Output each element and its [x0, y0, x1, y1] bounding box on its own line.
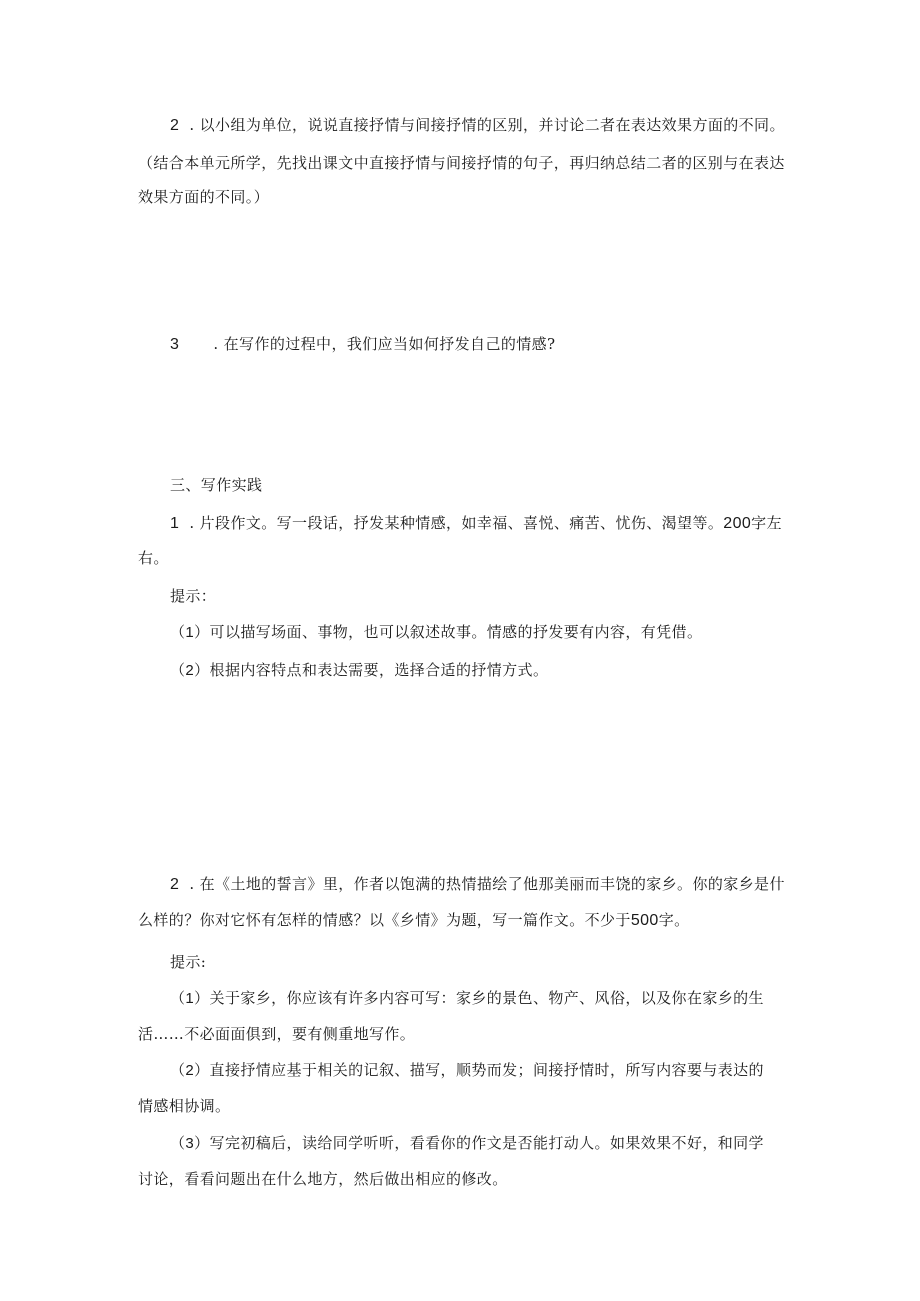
- task2-hint-label: 提示:: [170, 953, 207, 971]
- task1-hint1: [170, 622, 702, 643]
- q2-number: 2: [170, 117, 180, 134]
- task1-line1: [170, 513, 782, 534]
- q3-text: . 在写作的过程中，我们应当如何抒发自己的情感?: [213, 335, 556, 353]
- task2-hint1-text: 关于家乡，你应该有许多内容可写：家乡的景色、物产、风俗，以及你在家乡的生: [209, 989, 764, 1007]
- task2-hint2-line2: 情感相协调。: [138, 1097, 231, 1115]
- q3-number: 3: [170, 336, 180, 353]
- task2-hint3-number: （3）: [170, 1135, 210, 1152]
- section-heading: 三、写作实践: [170, 476, 263, 494]
- task1-word-count: 200: [723, 515, 752, 532]
- q2-line2: （结合本单元所学，先找出课文中直接抒情与间接抒情的句子，再归纳总结二者的区别与在表达: [138, 154, 785, 172]
- task2-hint1-line2: 活……不必面面俱到，要有侧重地写作。: [138, 1025, 416, 1043]
- task2-line2: [138, 910, 690, 931]
- task1-hint2-number: （2）: [170, 662, 210, 679]
- q2-line1: [170, 115, 785, 136]
- q3-line: [170, 334, 556, 355]
- task2-hint3: [170, 1133, 764, 1154]
- task1-text-before: . 片段作文。写一段话，抒发某种情感，如幸福、喜悦、痛苦、忧伤、渴望等。: [189, 514, 724, 532]
- task2-line2-after: 字。: [658, 911, 690, 929]
- task2-hint2: [170, 1060, 764, 1081]
- task2-hint3-text: 写完初稿后，读给同学听听，看看你的作文是否能打动人。如果效果不好，和同学: [209, 1134, 764, 1152]
- task2-text: . 在《土地的誓言》里，作者以饱满的热情描绘了他那美丽而丰饶的家乡。你的家乡是什: [189, 875, 785, 893]
- q2-text: . 以小组为单位，说说直接抒情与间接抒情的区别，并讨论二者在表达效果方面的不同。: [189, 116, 785, 134]
- q2-line3: 效果方面的不同。）: [138, 188, 270, 206]
- task2-line1: [170, 874, 785, 895]
- task2-hint1-number: （1）: [170, 990, 210, 1007]
- task2-line2-before: 么样的？你对它怀有怎样的情感？以《乡情》为题，写一篇作文。不少于: [138, 911, 631, 929]
- task2-hint1: [170, 988, 764, 1009]
- task2-hint2-number: （2）: [170, 1062, 210, 1079]
- task1-hint-label: 提示：: [170, 587, 217, 605]
- task1-number: 1: [170, 515, 180, 532]
- task1-hint2-text: 根据内容特点和表达需要，选择合适的抒情方式。: [209, 661, 549, 679]
- task1-text-after: 字左: [751, 514, 782, 532]
- task2-number: 2: [170, 876, 180, 893]
- task2-word-count: 500: [630, 912, 659, 929]
- task2-hint3-line2: 讨论，看看问题出在什么地方，然后做出相应的修改。: [138, 1170, 508, 1188]
- task1-hint2: [170, 660, 548, 681]
- task2-hint2-text: 直接抒情应基于相关的记叙、描写，顺势而发；间接抒情时，所写内容要与表达的: [209, 1061, 764, 1079]
- task1-hint1-number: （1）: [170, 624, 210, 641]
- task1-hint1-text: 可以描写场面、事物，也可以叙述故事。情感的抒发要有内容，有凭借。: [209, 623, 703, 641]
- task1-line2: 右。: [138, 549, 169, 567]
